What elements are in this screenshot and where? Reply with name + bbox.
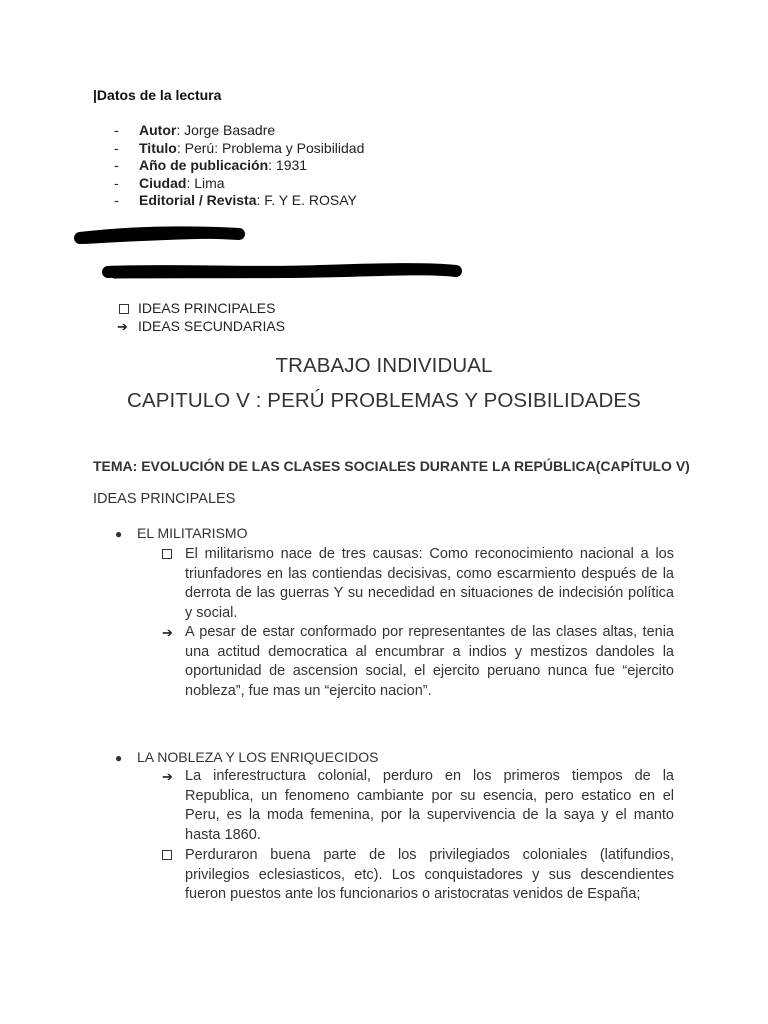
city-label: Ciudad (139, 174, 187, 191)
legend-secondary-ideas (117, 318, 285, 336)
main-ideas-heading: IDEAS PRINCIPALES (93, 491, 236, 507)
list-item (162, 846, 674, 905)
list-item (114, 157, 364, 175)
publisher-label: Editorial / Revista (139, 192, 257, 209)
redaction-scribble-bottom (100, 256, 468, 288)
marker (162, 623, 185, 701)
title-label: Titulo (139, 139, 177, 156)
checkbox-icon (119, 304, 129, 314)
list-dash: - (114, 174, 119, 191)
list-item (162, 767, 674, 845)
author-value: : Jorge Basadre (176, 122, 276, 138)
list-item (114, 175, 364, 193)
list-item (162, 623, 674, 701)
idea-text: La inferestructura colonial, perduro en los primeros tiempos de la Republica, un fenomeno cambiante por su esencia, pero estatico en el Peru, es la moda femenina, por la supervivencia de la saya y el manto hasta 1860. (185, 768, 674, 843)
marker (162, 767, 185, 845)
bullet-icon: ● (115, 527, 123, 541)
list-item (114, 192, 364, 210)
list-dash: - (114, 122, 119, 138)
checkbox-icon (162, 850, 172, 860)
list-dash: - (114, 192, 119, 209)
reading-data-list (114, 122, 364, 210)
chapter-title: CAPITULO V : PERÚ PROBLEMAS Y POSIBILIDADES (127, 389, 641, 412)
list-item (114, 122, 364, 140)
list-item (114, 140, 364, 158)
idea-text: A pesar de estar conformado por representantes de las clases altas, tenia una actitud democratica al encumbrar a indios y mestizos dandoles la oportunidad de ascension social, el ejercito peruano nunca fue “ejercito nobleza”, fue mas un “ejercito nacion”. (185, 624, 674, 699)
legend (117, 300, 285, 335)
legend-main-ideas (117, 300, 285, 318)
title-value: : Perú: Problema y Posibilidad (176, 139, 365, 156)
year-value: : 1931 (268, 157, 308, 174)
year-label: Año de publicación (139, 157, 269, 174)
arrow-right-icon: ➔ (162, 769, 173, 784)
list-dash: - (114, 157, 119, 174)
legend-main-ideas-label: IDEAS PRINCIPALES (138, 300, 276, 316)
marker (162, 846, 185, 905)
idea-text: El militarismo nace de tres causas: Como reconocimiento nacional a los triunfadores en las contiendas decisivas, como escarmiento después de la derrota de las guerras Y su necedidad en situaciones de indecisión política y social. (185, 546, 674, 621)
bullet-icon: ● (115, 751, 123, 765)
reading-data-heading: |Datos de la lectura (93, 87, 222, 103)
author-label: Autor (139, 122, 177, 138)
section-bullet (113, 525, 247, 541)
list-item (162, 545, 674, 623)
legend-secondary-ideas-label: IDEAS SECUNDARIAS (138, 317, 286, 334)
checkbox-icon (162, 549, 172, 559)
section-title-militarismo: EL MILITARISMO (137, 525, 248, 541)
publisher-value: : F. Y E. ROSAY (256, 192, 357, 209)
topic-heading: TEMA: EVOLUCIÓN DE LAS CLASES SOCIALES DURANTE LA REPÚBLICA(CAPÍTULO V) (93, 458, 690, 474)
arrow-right-icon: ➔ (162, 625, 173, 640)
marker (162, 545, 185, 623)
section-title-nobleza: LA NOBLEZA Y LOS ENRIQUECIDOS (137, 749, 379, 765)
arrow-right-icon: ➔ (117, 318, 128, 334)
city-value: : Lima (186, 174, 225, 191)
section-bullet (113, 749, 378, 765)
document-title: TRABAJO INDIVIDUAL (275, 354, 493, 377)
list-dash: - (114, 139, 119, 156)
redaction-scribble-top (74, 222, 249, 250)
idea-text: Perduraron buena parte de los privilegiados coloniales (latifundios, privilegios eclesiasticos, etc). Los conquistadores y sus descendientes fueron puestos ante los funcionarios o aristocratas venidos de España; (185, 847, 674, 902)
